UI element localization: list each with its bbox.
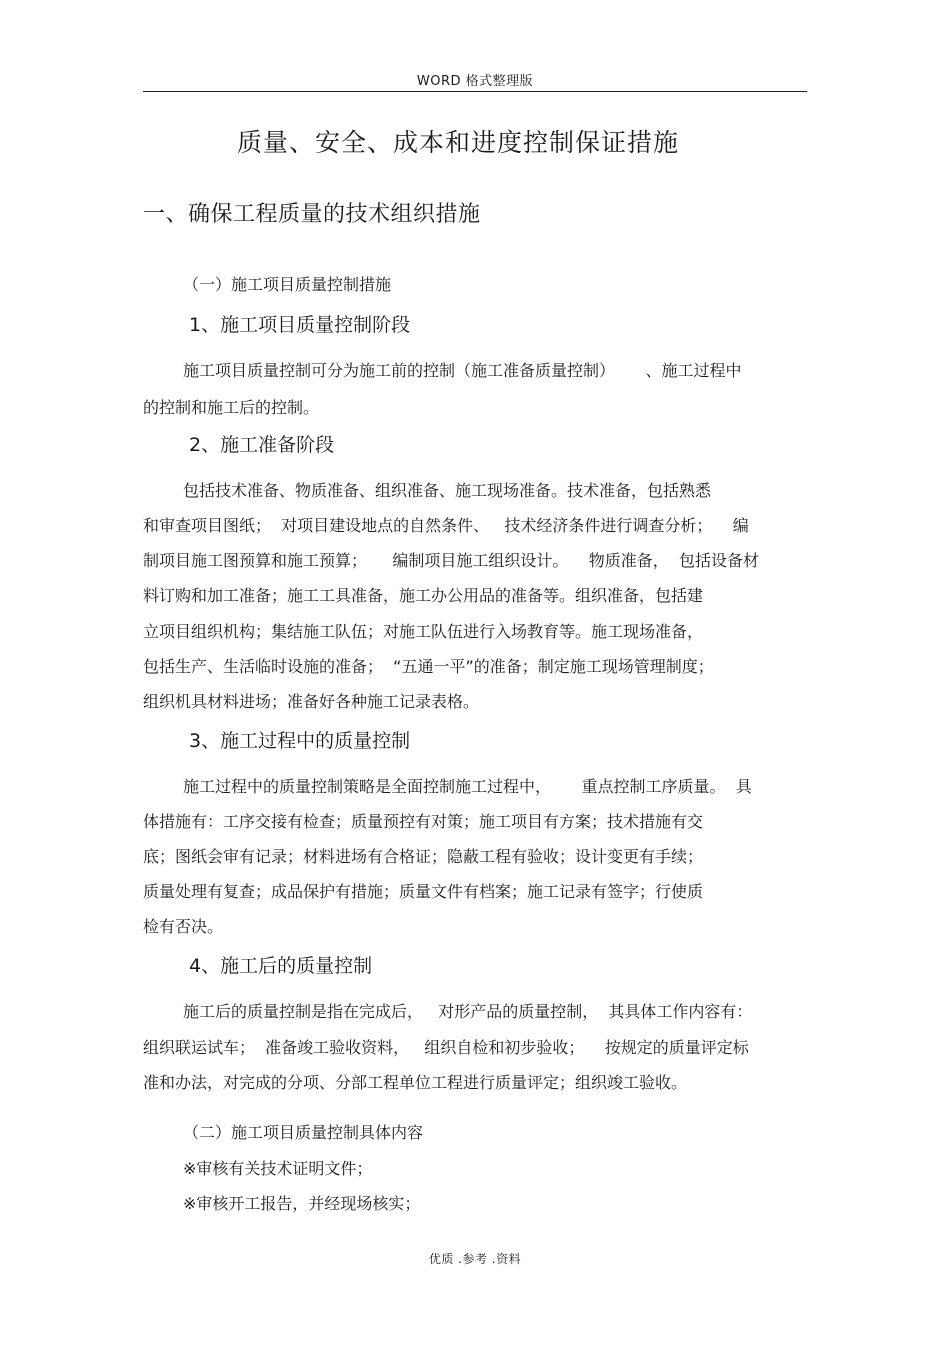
page-footer: 优质 .参考 .资料	[428, 1252, 522, 1266]
heading-stage-control: 1、施工项目质量控制阶段	[189, 314, 411, 336]
paragraph-line: 施工项目质量控制可分为施工前的控制（施工准备质量控制） 、施工过程中	[183, 361, 742, 380]
paragraph-line: 质量处理有复查；成品保护有措施；质量文件有档案；施工记录有签字；行使质	[143, 882, 704, 901]
paragraph-line: 施工后的质量控制是指在完成后， 对形产品的质量控制， 其具体工作内容有：	[183, 1002, 753, 1021]
heading-preparation-stage: 2、施工准备阶段	[189, 434, 335, 456]
header-divider	[143, 91, 807, 92]
paragraph-line: 检有否决。	[143, 917, 224, 936]
document-title: 质量、安全、成本和进度控制保证措施	[236, 128, 679, 157]
list-item: ※审核开工报告，并经现场核实；	[183, 1194, 421, 1213]
paragraph-line: 和审查项目图纸； 对项目建设地点的自然条件、 技术经济条件进行调查分析； 编	[143, 516, 749, 535]
paragraph-line: 包括生产、生活临时设施的准备； “五通一平”的准备；制定施工现场管理制度；	[143, 657, 714, 676]
paragraph-line: 底；图纸会审有记录；材料进场有合格证；隐蔽工程有验收；设计变更有手续；	[143, 847, 704, 866]
paragraph-line: 立项目组织机构；集结施工队伍；对施工队伍进行入场教育等。施工现场准备，	[143, 622, 704, 641]
heading-process-control: 3、施工过程中的质量控制	[189, 730, 411, 752]
paragraph-line: 体措施有：工序交接有检查；质量预控有对策；施工项目有方案；技术措施有交	[143, 812, 704, 831]
page-header: WORD 格式整理版	[416, 74, 534, 89]
paragraph-line: 施工过程中的质量控制策略是全面控制施工过程中， 重点控制工序质量。 具	[183, 777, 752, 796]
heading-post-construction-control: 4、施工后的质量控制	[189, 955, 373, 977]
paragraph-line: 准和办法，对完成的分项、分部工程单位工程进行质量评定；组织竣工验收。	[143, 1073, 688, 1092]
paragraph-line: 组织联运试车； 准备竣工验收资料， 组织自检和初步验收； 按规定的质量评定标	[143, 1038, 749, 1057]
paragraph-line: 料订购和加工准备；施工工具准备，施工办公用品的准备等。组织准备，包括建	[143, 586, 704, 605]
paragraph-line: 制项目施工图预算和施工预算； 编制项目施工组织设计。 物质准备， 包括设备材	[143, 551, 759, 570]
list-item: ※审核有关技术证明文件；	[183, 1159, 373, 1178]
paragraph-line: 包括技术准备、物质准备、组织准备、施工现场准备。技术准备，包括熟悉	[183, 481, 712, 500]
paragraph-line: 组织机具材料进场；准备好各种施工记录表格。	[143, 692, 480, 711]
subsection-heading-2: （二）施工项目质量控制具体内容	[183, 1123, 424, 1142]
section-heading-1: 一、确保工程质量的技术组织措施	[143, 202, 481, 227]
paragraph-line: 的控制和施工后的控制。	[143, 398, 320, 417]
subsection-heading-1: （一）施工项目质量控制措施	[183, 275, 392, 294]
